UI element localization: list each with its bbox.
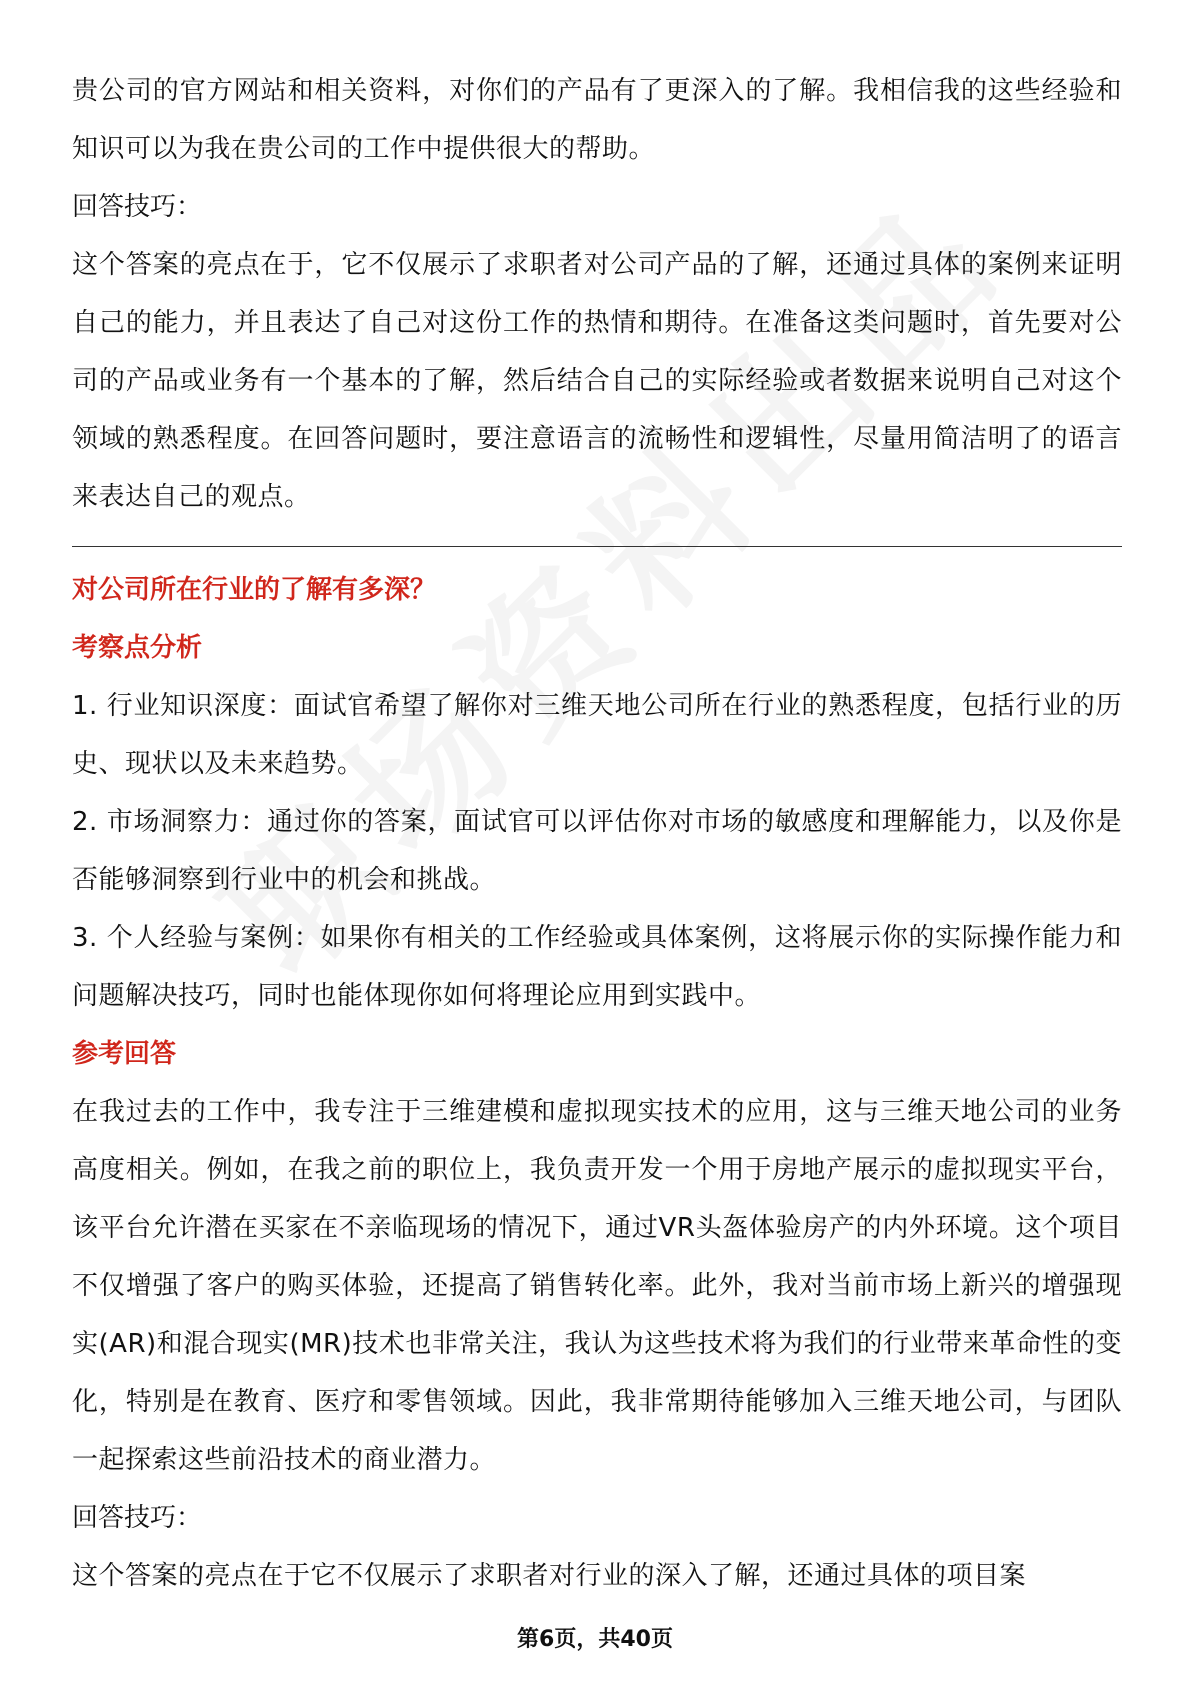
page-content xyxy=(72,62,1122,1605)
analysis-item-2: 2. 市场洞察力：通过你的答案，面试官可以评估你对市场的敏感度和理解能力，以及你是否能够洞察到行业中的机会和挑战。 xyxy=(72,807,1122,895)
tips-label: 回答技巧： xyxy=(72,192,203,222)
analysis-item-1: 1. 行业知识深度：面试官希望了解你对三维天地公司所在行业的熟悉程度，包括行业的历史、现状以及未来趋势。 xyxy=(72,691,1122,779)
analysis-item-3: 3. 个人经验与案例：如果你有相关的工作经验或具体案例，这将展示你的实际操作能力和问题解决技巧，同时也能体现你如何将理论应用到实践中。 xyxy=(72,923,1122,1011)
section-divider xyxy=(72,546,1122,547)
tips-paragraph-2: 这个答案的亮点在于它不仅展示了求职者对行业的深入了解，还通过具体的项目案 xyxy=(72,1561,1027,1591)
reference-answer: 在我过去的工作中，我专注于三维建模和虚拟现实技术的应用，这与三维天地公司的业务高度相关。例如，在我之前的职位上，我负责开发一个用于房地产展示的虚拟现实平台，该平台允许潜在买家在不亲临现场的情况下，通过VR头盔体验房产的内外环境。这个项目不仅增强了客户的购买体验，还提高了销售转化率。此外，我对当前市场上新兴的增强现实(AR)和混合现实(MR)技术也非常关注，我认为这些技术将为我们的行业带来革命性的变化，特别是在教育、医疗和零售领域。因此，我非常期待能够加入三维天地公司，与团队一起探索这些前沿技术的商业潜力。 xyxy=(72,1097,1122,1475)
question-heading: 对公司所在行业的了解有多深？ xyxy=(72,575,437,605)
tips-paragraph: 这个答案的亮点在于，它不仅展示了求职者对公司产品的了解，还通过具体的案例来证明自己的能力，并且表达了自己对这份工作的热情和期待。在准备这类问题时，首先要对公司的产品或业务有一个基本的了解，然后结合自己的实际经验或者数据来说明自己对这个领域的熟悉程度。在回答问题时，要注意语言的流畅性和逻辑性，尽量用简洁明了的语言来表达自己的观点。 xyxy=(72,250,1122,512)
analysis-heading: 考察点分析 xyxy=(72,633,203,663)
tips-label-2: 回答技巧： xyxy=(72,1503,203,1533)
reference-heading: 参考回答 xyxy=(72,1039,177,1069)
page-footer: 第6页，共40页 xyxy=(517,1627,673,1652)
intro-paragraph: 贵公司的官方网站和相关资料，对你们的产品有了更深入的了解。我相信我的这些经验和知识可以为我在贵公司的工作中提供很大的帮助。 xyxy=(72,76,1122,164)
